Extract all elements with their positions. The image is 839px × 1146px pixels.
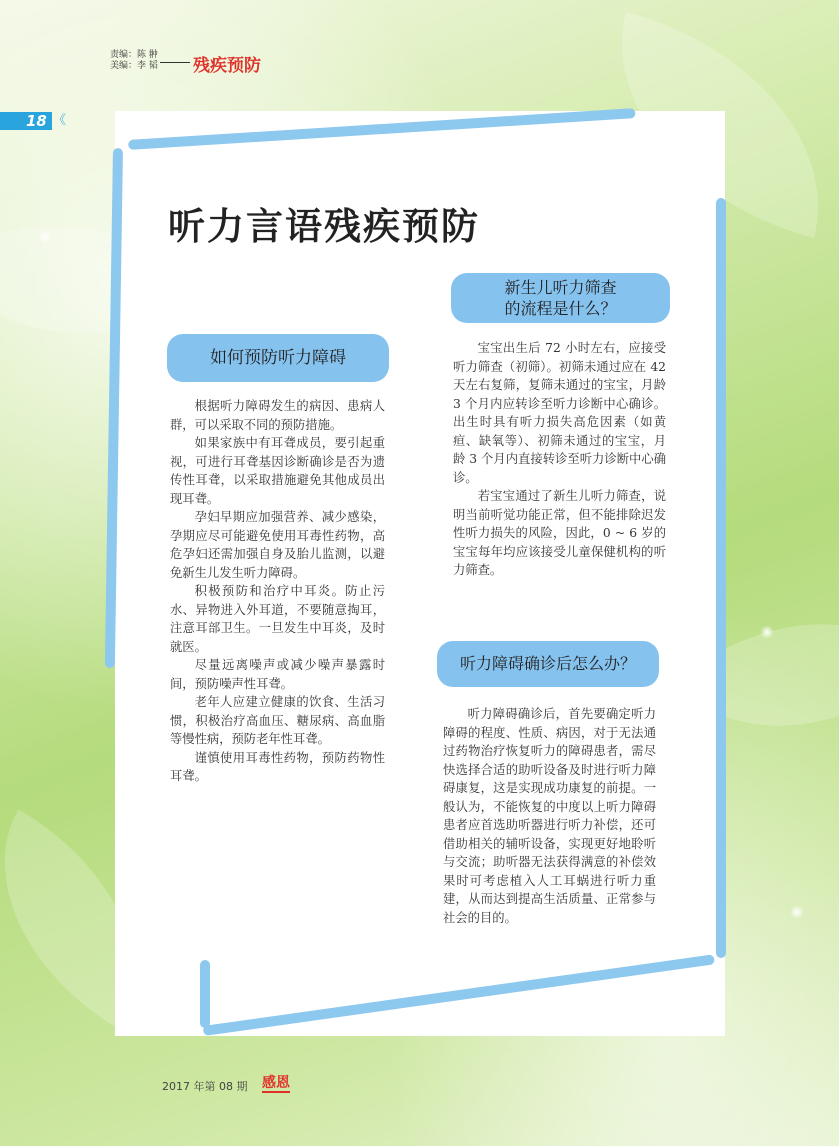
header-rule bbox=[160, 62, 190, 63]
editor-credits bbox=[110, 50, 158, 72]
sparkle bbox=[760, 625, 774, 639]
paragraph: 宝宝出生后 72 小时左右，应接受听力筛查（初筛）。初筛未通过应在 42 天左右复筛，复筛未通过的宝宝，月龄 3 个月内应转诊至听力诊断中心确诊。出生时具有听力损失高危因素（如黄疸、缺氧等）、初筛未通过的宝宝，月龄 3 个月内直接转诊至听力诊断中心确诊。 bbox=[453, 341, 666, 485]
editor-line: 责编：陈 翀 bbox=[110, 50, 158, 60]
sparkle bbox=[790, 905, 804, 919]
heading-text: 如何预防听力障碍 bbox=[210, 348, 346, 368]
section-heading-diagnosis bbox=[437, 641, 659, 687]
frame-line-bottom-left bbox=[200, 960, 210, 1028]
paragraph: 听力障碍确诊后，首先要确定听力障碍的程度、性质、病因，对于无法通过药物治疗恢复听力的障碍患者，需尽快选择合适的助听设备及时进行听力障碍康复，这是实现成功康复的前提。一般认为，不能恢复的中度以上听力障碍患者应首选助听器进行听力补偿，还可借助相关的辅听设备，实现更好地聆听与交流；助听器无法获得满意的补偿效果时可考虑植入人工耳蜗进行听力重建，从而达到提高生活质量、正常参与社会的目的。 bbox=[443, 707, 656, 925]
diagnosis-text bbox=[443, 705, 656, 927]
heading-line: 新生儿听力筛查 bbox=[504, 278, 617, 297]
paragraph: 如果家族中有耳聋成员，要引起重视，可进行耳聋基因诊断确诊是否为遗传性耳聋，以采取措施避免其他成员出现耳聋。 bbox=[170, 436, 385, 506]
paragraph: 谨慎使用耳毒性药物，预防药物性耳聋。 bbox=[170, 750, 385, 783]
paragraph: 若宝宝通过了新生儿听力筛查，说明当前听觉功能正常，但不能排除迟发性听力损失的风险，因此，0 ~ 6 岁的宝宝每年均应该接受儿童保健机构的听力筛查。 bbox=[453, 489, 666, 577]
section-label: 残疾预防 bbox=[193, 56, 261, 76]
heading-line: 的流程是什么？ bbox=[504, 299, 617, 318]
sparkle bbox=[38, 230, 52, 244]
paragraph: 积极预防和治疗中耳炎。防止污水、异物进入外耳道，不要随意掏耳，注意耳部卫生。一旦发生中耳炎，及时就医。 bbox=[170, 584, 385, 654]
screening-text bbox=[453, 339, 666, 580]
heading-text: 听力障碍确诊后怎么办？ bbox=[459, 654, 636, 673]
frame-line-right bbox=[716, 198, 726, 958]
page-number: 18 bbox=[26, 112, 47, 130]
paragraph: 老年人应建立健康的饮食、生活习惯，积极治疗高血压、糖尿病、高血脂等慢性病，预防老年性耳聋。 bbox=[170, 695, 385, 746]
page-title: 听力言语残疾预防 bbox=[168, 205, 480, 248]
designer-line: 美编：李 韬 bbox=[110, 61, 158, 71]
paragraph: 孕妇早期应加强营养、减少感染，孕期应尽可能避免使用耳毒性药物，高危孕妇还需加强自身及胎儿监测，以避免新生儿发生听力障碍。 bbox=[170, 510, 385, 580]
paragraph: 根据听力障碍发生的病因、患病人群，可以采取不同的预防措施。 bbox=[170, 399, 385, 432]
paragraph: 尽量远离噪声或减少噪声暴露时间，预防噪声性耳聋。 bbox=[170, 658, 385, 691]
page-chevron: 《 bbox=[53, 113, 67, 128]
section-heading-screening bbox=[451, 273, 670, 323]
prevention-text bbox=[170, 397, 385, 786]
issue-label: 2017 年第 08 期 bbox=[162, 1080, 248, 1093]
section-heading-prevention bbox=[167, 334, 389, 382]
magazine-logo: 感恩 bbox=[262, 1075, 290, 1091]
